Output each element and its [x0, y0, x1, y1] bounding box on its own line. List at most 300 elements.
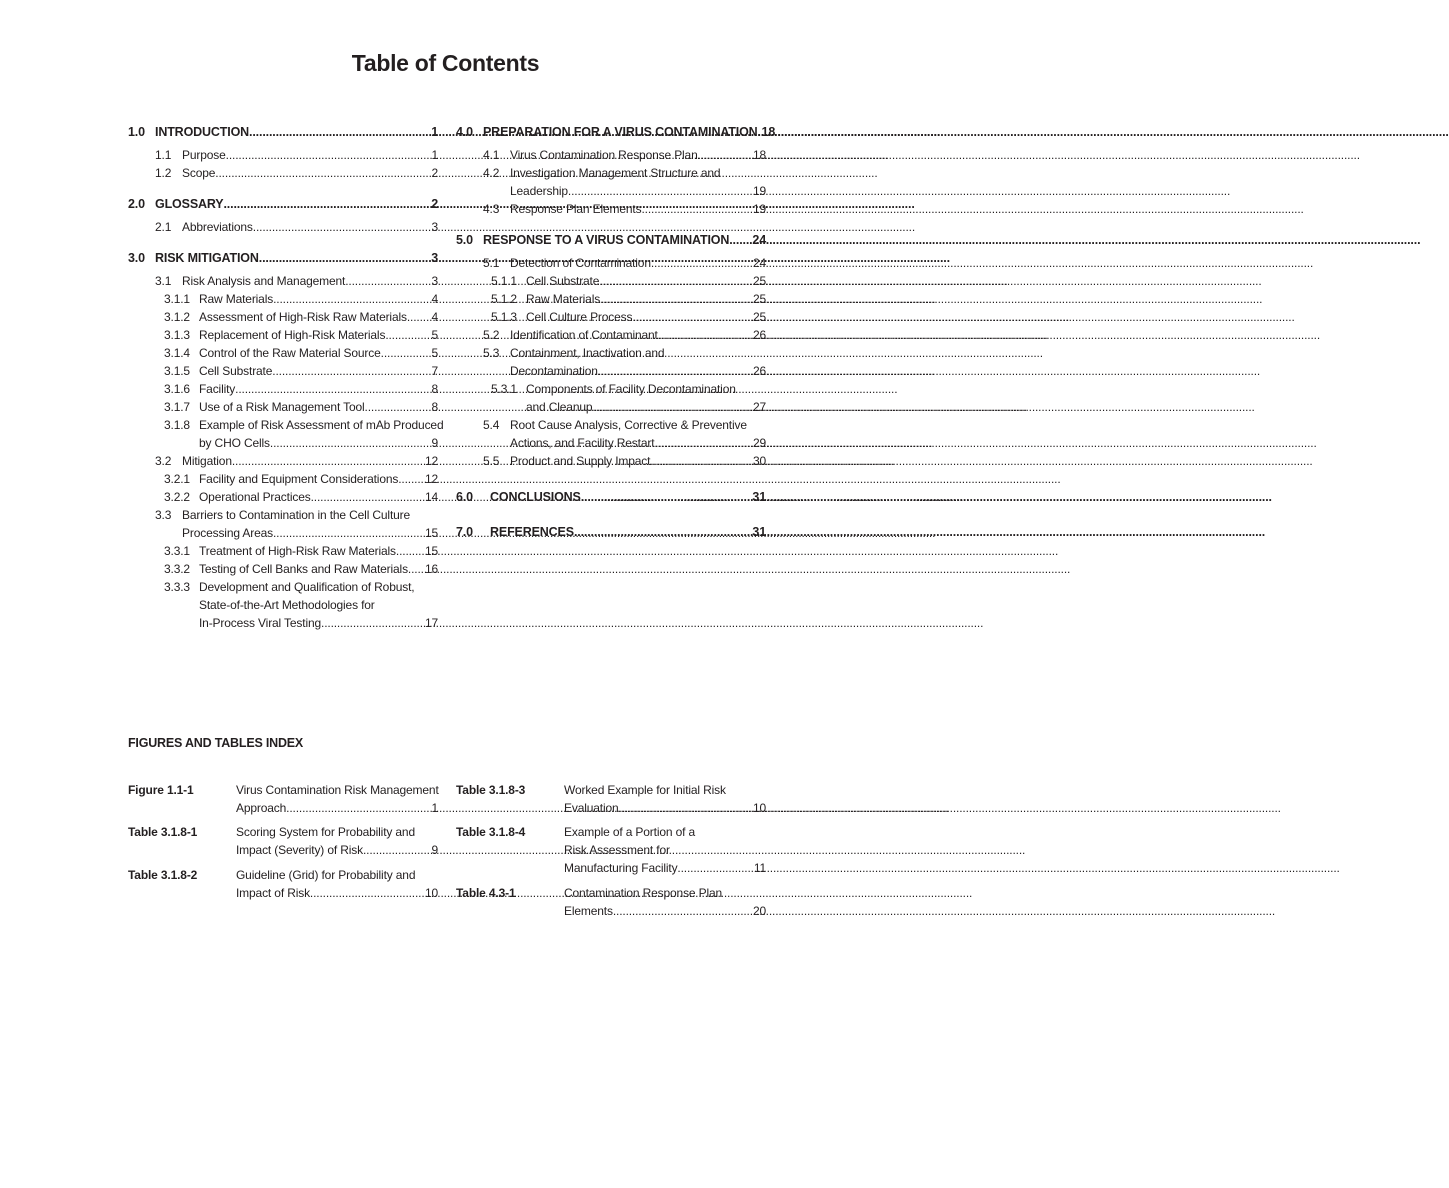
dot-leader: [310, 884, 425, 902]
dot-leader: [385, 326, 431, 344]
toc-entry[interactable]: [128, 362, 438, 380]
toc-entry-title: [510, 164, 766, 200]
toc-entry-line: [510, 416, 766, 434]
toc-entry-line: [510, 146, 766, 164]
figure-caption-line: [564, 884, 766, 902]
toc-entry-text: Decontamination: [510, 364, 598, 378]
figure-caption-line: [236, 866, 438, 884]
toc-entry-inner: [128, 195, 438, 213]
toc-page-number: 2: [431, 166, 438, 180]
toc-section-heading[interactable]: [456, 488, 766, 506]
figure-caption-line: [236, 799, 438, 817]
toc-entry-text: Barriers to Contamination in the Cell Culture: [182, 508, 411, 522]
toc-page-number: 18: [752, 148, 766, 162]
dot-leader: [568, 182, 753, 200]
toc-entry-line: [199, 380, 438, 398]
toc-entry-inner: [164, 560, 438, 578]
toc-entry-number: 3.1.5: [164, 364, 190, 378]
toc-entry-text: Response Plan Elements: [510, 202, 642, 216]
toc-entry[interactable]: [128, 542, 438, 560]
figure-index-entry[interactable]: [128, 823, 438, 859]
toc-page-number: 15: [424, 526, 438, 540]
toc-entry-title: [510, 254, 766, 272]
toc-entry-line: [510, 362, 766, 380]
toc-entry-number: 5.2: [483, 328, 500, 342]
toc-entry-line: [199, 416, 444, 434]
toc-page-number: 1: [431, 148, 438, 162]
toc-entry-title: [182, 272, 438, 290]
dot-leader: [235, 380, 431, 398]
figure-caption-line: [564, 823, 766, 841]
dot-leader: [215, 164, 431, 182]
dot-leader: [381, 344, 432, 362]
toc-entry-inner: [483, 344, 766, 380]
figure-caption: [564, 884, 766, 920]
dot-leader: [407, 308, 432, 326]
toc-entry-text: GLOSSARY: [155, 197, 224, 211]
toc-entry[interactable]: [456, 344, 766, 380]
toc-entry-line: [199, 308, 438, 326]
toc-entry-inner: [164, 344, 438, 362]
figure-page-number: 11: [753, 861, 766, 875]
toc-entry-line: [199, 434, 438, 452]
dot-leader: [677, 859, 753, 877]
toc-entry-title: [510, 416, 766, 452]
toc-entry-line: [182, 164, 438, 182]
toc-entry[interactable]: [128, 344, 438, 362]
toc-entry-line: [510, 164, 766, 182]
toc-entry[interactable]: [128, 380, 438, 398]
toc-section-heading[interactable]: [456, 523, 766, 541]
toc-entry-number: 3.1: [155, 274, 172, 288]
toc-entry-text: Cell Culture Process: [526, 310, 633, 324]
toc-entry-line: [199, 488, 438, 506]
toc-entry-line: [510, 344, 766, 362]
figures-index-title: FIGURES AND TABLES INDEX: [128, 736, 304, 750]
toc-entry-title: [510, 344, 766, 380]
toc-entry[interactable]: [128, 272, 438, 290]
toc-entry[interactable]: [128, 578, 438, 632]
toc-entry-title: [199, 488, 438, 506]
toc-entry-line: [199, 470, 438, 488]
toc-page-number: 3: [431, 274, 438, 288]
toc-entry-text: Development and Qualification of Robust,: [199, 580, 415, 594]
toc-entry-inner: [155, 452, 438, 470]
figure-caption: [236, 781, 438, 817]
toc-entry-number: 4.0: [456, 125, 473, 139]
toc-entry-line: [483, 123, 776, 141]
toc-entry-text: Operational Practices: [199, 490, 311, 504]
dot-leader: [729, 231, 752, 249]
toc-page-number: 9: [431, 436, 438, 450]
toc-entry-text: Raw Materials: [199, 292, 274, 306]
toc-entry[interactable]: [128, 506, 438, 542]
toc-page-number: 7: [431, 364, 438, 378]
figure-caption-line: [236, 884, 438, 902]
toc-entry[interactable]: [128, 164, 438, 182]
toc-entry-text: Root Cause Analysis, Corrective & Preventive: [510, 418, 747, 432]
toc-entry-number: 5.5: [483, 454, 500, 468]
dot-leader: [632, 308, 753, 326]
toc-entry[interactable]: [128, 398, 438, 416]
toc-entry[interactable]: [128, 488, 438, 506]
toc-entry[interactable]: [128, 218, 438, 236]
toc-entry-title: [182, 164, 438, 182]
toc-entry-text: In-Process Viral Testing: [199, 616, 322, 630]
toc-entry-text: Replacement of High-Risk Materials: [199, 328, 386, 342]
toc-entry-text: Use of a Risk Management Tool: [199, 400, 365, 414]
toc-entry-inner: [128, 123, 438, 141]
figure-caption-text: Evaluation: [564, 801, 619, 815]
dot-leader: [658, 326, 753, 344]
toc-page-number: 19: [752, 184, 766, 198]
toc-entry-text: Facility: [199, 382, 236, 396]
figure-caption-text: Risk Assessment for: [564, 843, 670, 857]
figure-page-number: 1: [431, 801, 438, 815]
toc-entry-inner: [164, 470, 438, 488]
figure-page-number: 10: [424, 886, 438, 900]
toc-entry-line: [199, 596, 438, 614]
toc-entry[interactable]: [456, 254, 766, 272]
toc-entry-title: [182, 218, 438, 236]
toc-entry-title: [199, 344, 438, 362]
toc-entry[interactable]: [456, 308, 766, 326]
dot-leader: [398, 470, 425, 488]
toc-page-number: 25: [752, 310, 766, 324]
toc-entry-title: [199, 380, 438, 398]
figure-label: Table 3.1.8-3: [456, 783, 526, 797]
toc-entry-title: [510, 200, 766, 218]
figure-caption-line: [564, 841, 766, 859]
toc-entry-line: [199, 560, 438, 578]
toc-entry-line: [483, 231, 766, 249]
toc-page-number: 8: [431, 382, 438, 396]
figure-index-entry[interactable]: [128, 781, 438, 817]
toc-entry-line: [526, 272, 766, 290]
toc-entry-number: 5.0: [456, 233, 473, 247]
toc-page-number: 5: [431, 328, 438, 342]
toc-page-number: 2: [431, 197, 438, 211]
toc-entry-line: [510, 434, 766, 452]
dot-leader: [259, 249, 431, 267]
toc-page-number: 27: [752, 400, 766, 414]
figure-index-entry[interactable]: [456, 823, 766, 877]
dot-leader: [641, 200, 752, 218]
figure-caption-text: Virus Contamination Risk Management: [236, 783, 439, 797]
figure-index-entry[interactable]: [456, 781, 766, 817]
toc-page-number: 12: [424, 454, 438, 468]
toc-entry-text: Abbreviations: [182, 220, 253, 234]
toc-left-column: [128, 123, 444, 632]
figure-index-entry[interactable]: [128, 866, 438, 902]
dot-leader: [613, 902, 753, 920]
toc-entry-number: 1.0: [128, 125, 145, 139]
toc-entry-line: [155, 249, 438, 267]
toc-entry-text: State-of-the-Art Methodologies for: [199, 598, 375, 612]
toc-entry-line: [510, 200, 766, 218]
toc-entry-inner: [456, 523, 766, 541]
figure-caption: [236, 823, 438, 859]
toc-entry-inner: [155, 506, 438, 542]
toc-entry-inner: [164, 578, 438, 632]
dot-leader: [286, 799, 431, 817]
figure-caption-line: [236, 781, 438, 799]
toc-entry-text: Identification of Contaminant: [510, 328, 658, 342]
toc-entry-text: Virus Contamination Response Plan: [510, 148, 698, 162]
toc-entry-inner: [155, 164, 438, 182]
toc-entry[interactable]: [128, 290, 438, 308]
toc-entry-text: Processing Areas: [182, 526, 273, 540]
toc-entry-line: [199, 542, 438, 560]
figure-caption-text: Scoring System for Probability and: [236, 825, 415, 839]
toc-entry-number: 3.2: [155, 454, 172, 468]
toc-page-number: 14: [424, 490, 438, 504]
toc-section-heading[interactable]: [128, 195, 438, 213]
toc-entry[interactable]: [456, 380, 766, 416]
toc-entry-text: by CHO Cells: [199, 436, 270, 450]
toc-entry-text: and Cleanup: [526, 400, 593, 414]
dot-leader: [345, 272, 431, 290]
toc-page-number: 17: [424, 616, 438, 630]
toc-page-number: 30: [752, 454, 766, 468]
dot-leader: [651, 254, 753, 272]
toc-entry-number: 1.2: [155, 166, 172, 180]
toc-entry-line: [490, 488, 766, 506]
figure-caption-text: Impact (Severity) of Risk: [236, 843, 363, 857]
toc-entry[interactable]: [128, 146, 438, 164]
toc-entry-number: 3.2.2: [164, 490, 190, 504]
toc-entry-text: Mitigation: [182, 454, 232, 468]
toc-entry-line: [490, 523, 766, 541]
figure-caption-line: [236, 823, 438, 841]
toc-entry-title: [155, 123, 438, 141]
toc-entry-line: [199, 614, 438, 632]
dot-leader: [600, 290, 753, 308]
toc-entry-number: 7.0: [456, 525, 473, 539]
toc-page-number: 16: [424, 562, 438, 576]
toc-entry-text: Treatment of High-Risk Raw Materials: [199, 544, 396, 558]
figure-caption-line: [564, 799, 766, 817]
dot-leader: [592, 398, 753, 416]
toc-entry[interactable]: [128, 308, 438, 326]
toc-entry-line: [199, 578, 438, 596]
figure-label: Table 3.1.8-4: [456, 825, 526, 839]
figure-page-number: 9: [431, 843, 438, 857]
figure-index-entry[interactable]: [456, 884, 766, 920]
dot-leader: [253, 218, 432, 236]
toc-page-number: 1: [431, 125, 438, 139]
toc-entry-inner: [164, 398, 438, 416]
toc-entry-number: 3.3.2: [164, 562, 190, 576]
toc-entry-line: [199, 290, 438, 308]
toc-entry-inner: [164, 290, 438, 308]
toc-page-number: 31: [752, 525, 766, 539]
toc-entry-line: [182, 218, 438, 236]
toc-entry-line: [526, 398, 766, 416]
figure-label: Table 4.3-1: [456, 886, 516, 900]
toc-entry-line: [199, 344, 438, 362]
toc-entry-inner: [456, 231, 766, 249]
toc-entry-number: 3.3.1: [164, 544, 190, 558]
toc-entry-title: [182, 146, 438, 164]
toc-entry-line: [199, 362, 438, 380]
toc-entry-inner: [491, 380, 766, 416]
toc-page-number: 29: [752, 436, 766, 450]
toc-entry-title: [182, 506, 438, 542]
figure-caption-line: [564, 781, 766, 799]
toc-entry-title: [199, 290, 438, 308]
dot-leader: [232, 452, 425, 470]
toc-entry-inner: [164, 380, 438, 398]
toc-entry[interactable]: [456, 326, 766, 344]
toc-entry-inner: [483, 164, 766, 200]
toc-page-number: 4: [431, 292, 438, 306]
toc-entry[interactable]: [128, 452, 438, 470]
toc-entry-inner: [483, 326, 766, 344]
toc-entry-title: [510, 326, 766, 344]
toc-entry-text: Components of Facility Decontamination: [526, 382, 736, 396]
toc-entry-number: 3.1.1: [164, 292, 190, 306]
toc-entry-text: RESPONSE TO A VIRUS CONTAMINATION: [483, 233, 730, 247]
toc-entry-inner: [483, 146, 766, 164]
dot-leader: [574, 523, 752, 541]
toc-entry-line: [155, 195, 438, 213]
toc-entry-number: 5.1.1: [491, 274, 517, 288]
toc-entry[interactable]: [456, 452, 766, 470]
toc-page-number: 24: [752, 233, 766, 247]
figure-page-number: 10: [752, 801, 766, 815]
toc-entry-line: [182, 506, 438, 524]
toc-entry[interactable]: [456, 164, 766, 200]
toc-entry-text: Scope: [182, 166, 216, 180]
toc-entry-inner: [164, 416, 444, 452]
dot-leader: [598, 362, 753, 380]
toc-entry-inner: [483, 416, 766, 452]
toc-section-heading[interactable]: [128, 123, 438, 141]
toc-entry-text: Purpose: [182, 148, 226, 162]
toc-entry-line: [510, 452, 766, 470]
toc-entry-number: 3.1.2: [164, 310, 190, 324]
toc-entry-line: [510, 254, 766, 272]
toc-entry-title: [199, 578, 438, 632]
toc-entry-inner: [483, 254, 766, 272]
toc-entry-line: [526, 290, 766, 308]
toc-page-number: 8: [431, 400, 438, 414]
dot-leader: [363, 841, 432, 859]
toc-entry-text: RISK MITIGATION: [155, 251, 259, 265]
toc-entry-text: Control of the Raw Material Source: [199, 346, 381, 360]
toc-entry-number: 3.2.1: [164, 472, 190, 486]
toc-entry-line: [182, 146, 438, 164]
toc-section-heading[interactable]: [128, 249, 438, 267]
toc-entry-title: [199, 542, 438, 560]
toc-entry-title: [182, 452, 438, 470]
dot-leader: [619, 799, 753, 817]
toc-page-number: 31: [752, 490, 766, 504]
toc-entry[interactable]: [456, 290, 766, 308]
toc-entry-title: [155, 195, 438, 213]
figure-caption: [564, 781, 766, 817]
dot-leader: [581, 488, 753, 506]
toc-entry[interactable]: [128, 416, 444, 452]
toc-entry-inner: [164, 542, 438, 560]
figure-caption-text: Worked Example for Initial Risk: [564, 783, 726, 797]
toc-entry-text: Leadership: [510, 184, 568, 198]
dot-leader: [272, 362, 431, 380]
toc-page-number: 3: [431, 251, 438, 265]
dot-leader: [698, 146, 753, 164]
toc-entry-inner: [456, 123, 776, 141]
toc-page-number: 24: [752, 256, 766, 270]
toc-entry[interactable]: [128, 470, 438, 488]
toc-entry-number: 4.1: [483, 148, 500, 162]
toc-section-heading[interactable]: [456, 123, 776, 141]
toc-entry-number: 3.3.3: [164, 580, 190, 594]
toc-entry-text: PREPARATION FOR A VIRUS CONTAMINATION: [483, 125, 758, 139]
toc-entry-line: [526, 380, 766, 398]
toc-entry-title: [483, 231, 766, 249]
toc-entry[interactable]: [456, 416, 766, 452]
figure-caption-text: Impact of Risk: [236, 886, 310, 900]
page-title: Table of Contents: [351, 50, 540, 76]
toc-entry-text: Detection of Contamination: [510, 256, 651, 270]
toc-entry-number: 5.4: [483, 418, 500, 432]
dot-leader: [365, 398, 432, 416]
toc-entry-text: Risk Analysis and Management: [182, 274, 346, 288]
toc-page-number: 26: [752, 364, 766, 378]
toc-entry-text: Example of Risk Assessment of mAb Produced: [199, 418, 444, 432]
toc-entry[interactable]: [128, 560, 438, 578]
toc-right-column: [456, 123, 776, 546]
toc-entry-number: 6.0: [456, 490, 473, 504]
toc-entry-title: [199, 362, 438, 380]
toc-entry-title: [199, 416, 444, 452]
toc-entry-title: [526, 272, 766, 290]
toc-entry[interactable]: [128, 326, 438, 344]
toc-entry[interactable]: [456, 272, 766, 290]
toc-page-number: 4: [431, 310, 438, 324]
figure-label: Table 3.1.8-2: [128, 868, 198, 882]
figure-caption-line: [564, 859, 766, 877]
figure-caption-text: Example of a Portion of a: [564, 825, 695, 839]
toc-entry-line: [199, 326, 438, 344]
figure-label: Table 3.1.8-1: [128, 825, 198, 839]
dot-leader: [273, 290, 431, 308]
toc-entry[interactable]: [456, 146, 766, 164]
toc-entry-inner: [164, 362, 438, 380]
toc-entry-title: [199, 308, 438, 326]
toc-entry-number: 5.1: [483, 256, 500, 270]
toc-entry-text: Cell Substrate: [199, 364, 273, 378]
figure-label: Figure 1.1-1: [128, 783, 194, 797]
toc-page-number: 26: [752, 328, 766, 342]
toc-entry-inner: [456, 488, 766, 506]
toc-entry-number: 1.1: [155, 148, 172, 162]
toc-entry-title: [526, 308, 766, 326]
toc-entry-text: Cell Substrate: [526, 274, 600, 288]
figure-caption-text: Contamination Response Plan: [564, 886, 723, 900]
toc-entry-number: 4.2: [483, 166, 500, 180]
toc-entry-number: 5.1.2: [491, 292, 517, 306]
toc-entry[interactable]: [456, 200, 766, 218]
toc-page-number: 25: [752, 274, 766, 288]
toc-entry-inner: [483, 200, 766, 218]
toc-entry-number: 3.3: [155, 508, 172, 522]
toc-entry-number: 3.1.6: [164, 382, 190, 396]
dot-leader: [270, 434, 432, 452]
toc-section-heading[interactable]: [456, 231, 766, 249]
toc-entry-line: [199, 398, 438, 416]
